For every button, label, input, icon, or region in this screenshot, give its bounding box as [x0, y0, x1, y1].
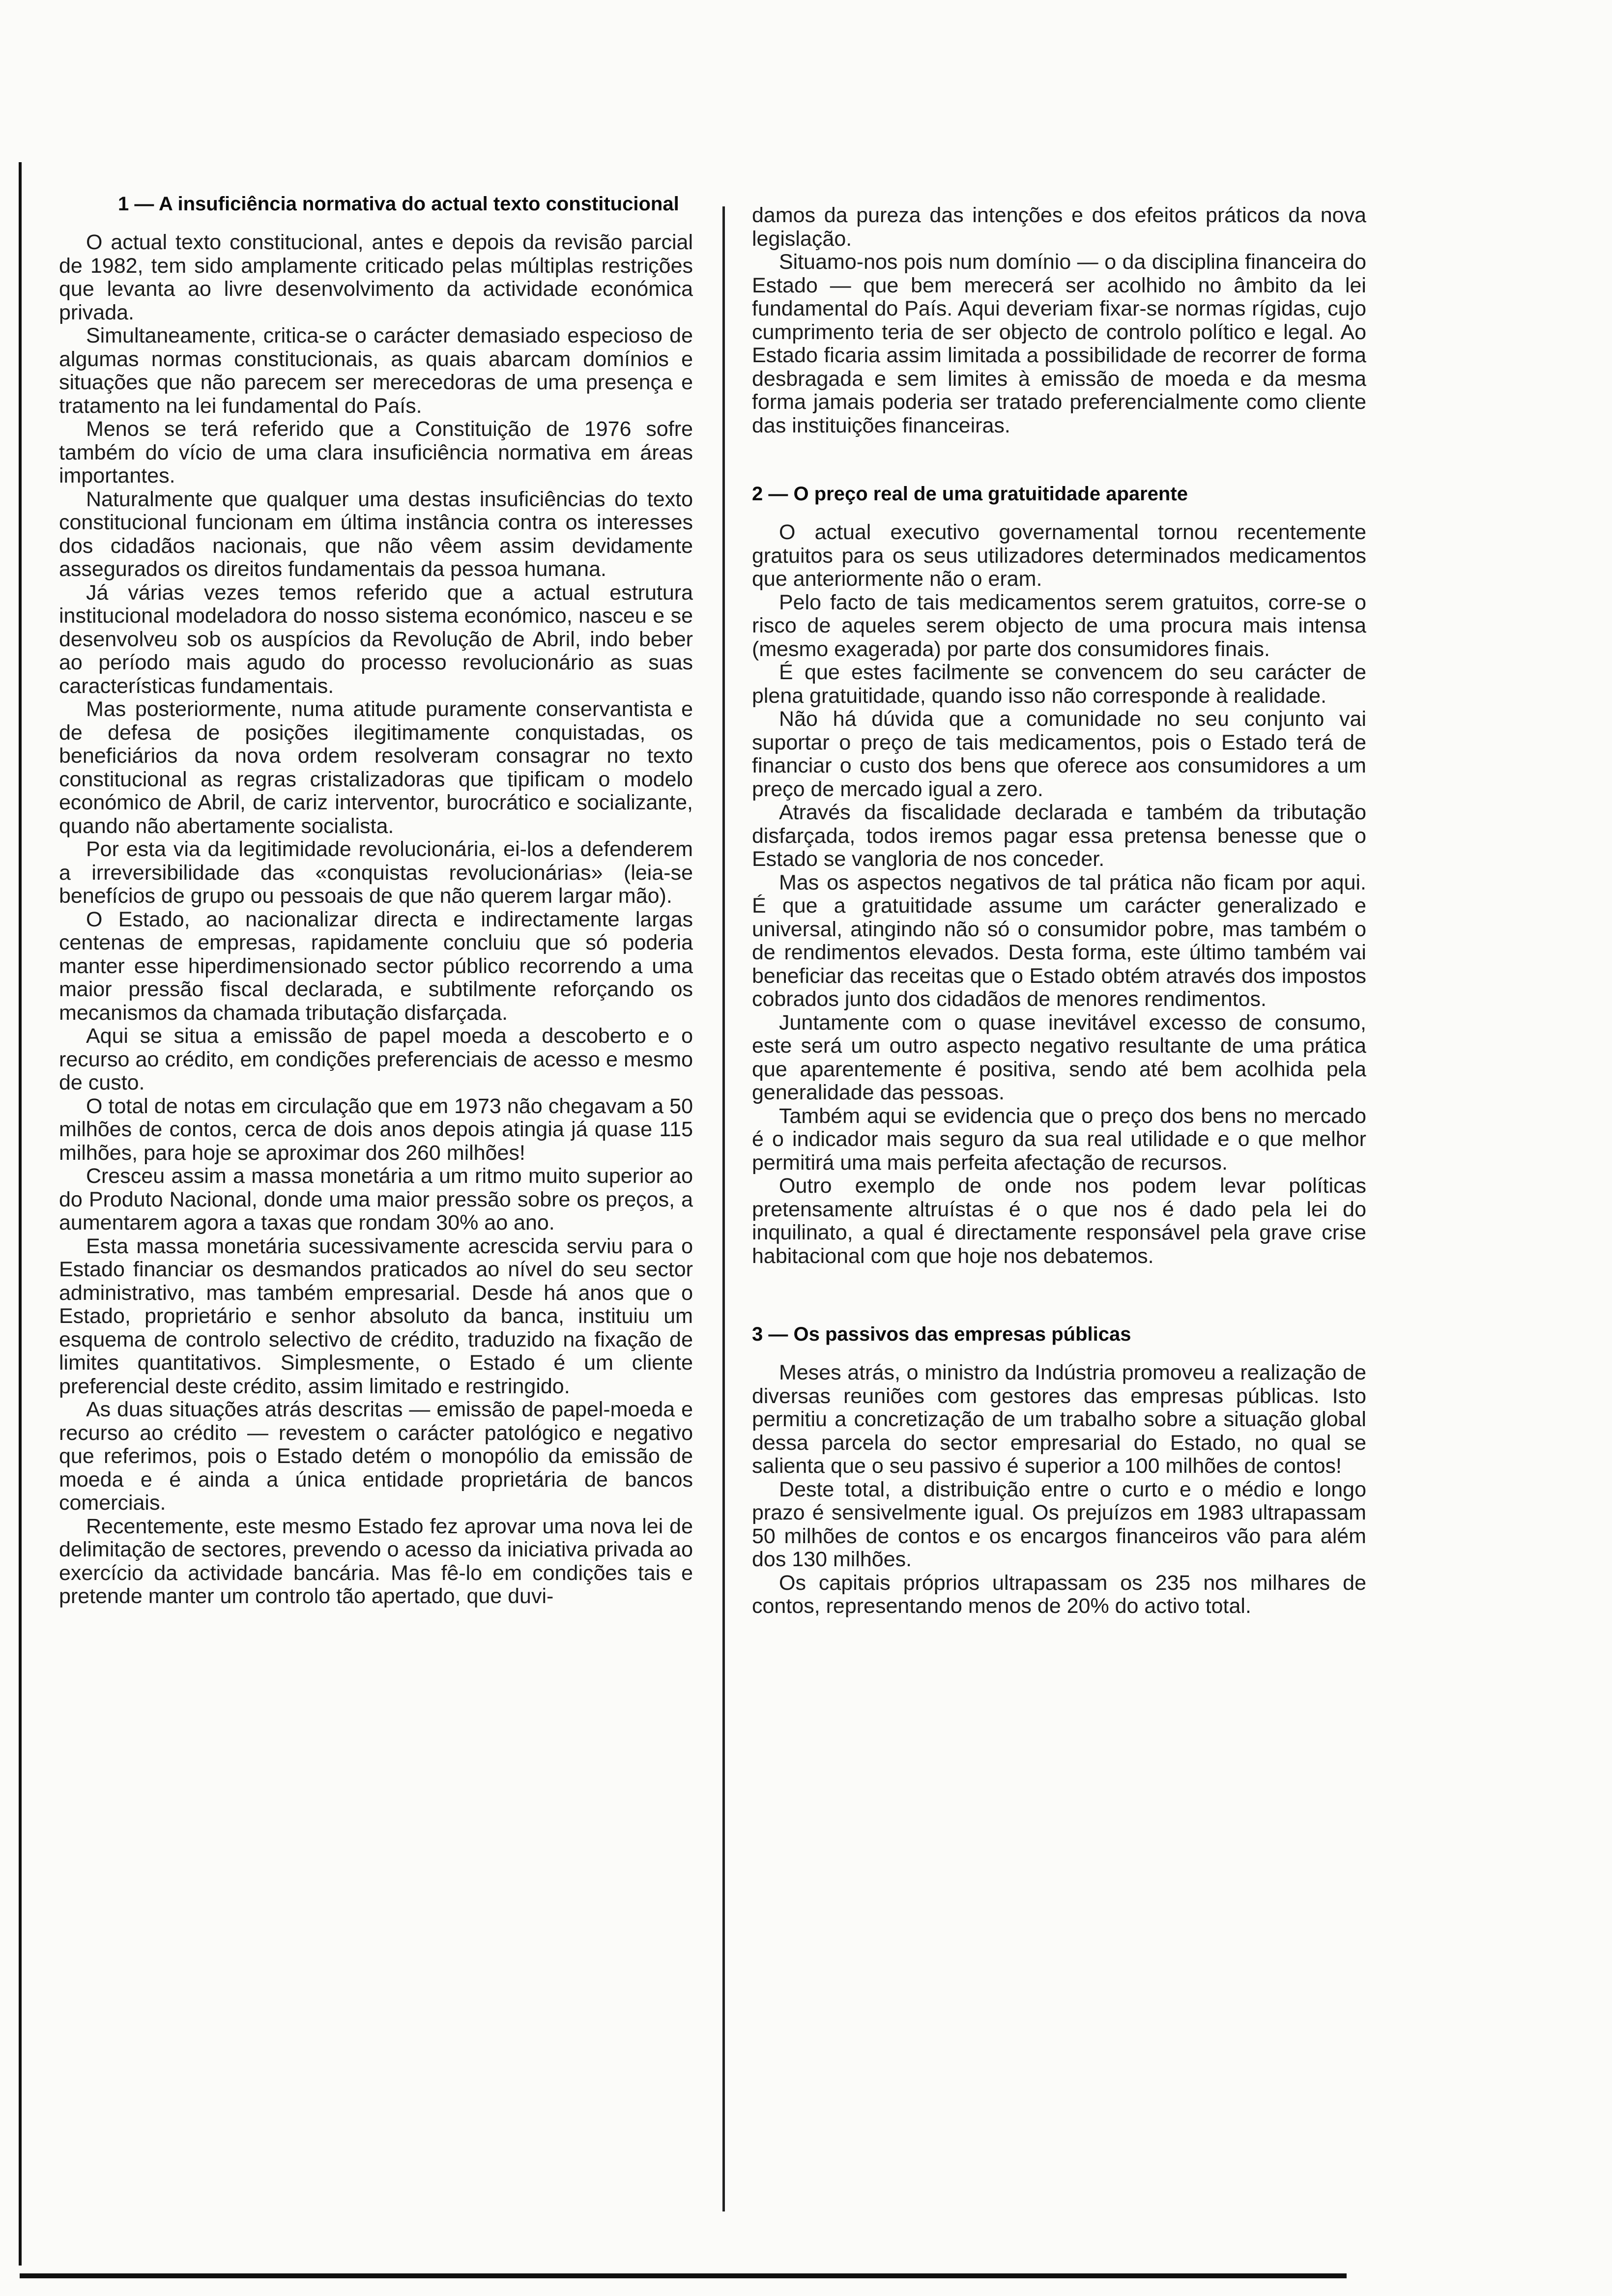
left-column [59, 192, 693, 1608]
paragraph: Pelo facto de tais medicamentos serem gratuitos, corre-se o risco de aqueles serem objecto de uma procura mais intensa (mesmo exagerada) por parte dos consumidores finais. [752, 590, 1366, 661]
paragraph: Simultaneamente, critica-se o carácter demasiado especioso de algumas normas constitucionais, as quais abarcam domínios e situações que não parecem ser merecedoras de uma presença e tratamento na lei fundamental do País. [59, 324, 693, 418]
paragraph: Naturalmente que qualquer uma destas insuficiências do texto constitucional funcionam em última instância contra os interesses dos cidadãos nacionais, que não vêem assim devidamente assegurados os direitos fundamentais da pessoa humana. [59, 487, 693, 581]
paragraph: O actual texto constitucional, antes e depois da revisão parcial de 1982, tem sido amplamente criticado pelas múltiplas restrições que levanta ao livre desenvolvimento da actividade económica privada. [59, 230, 693, 324]
paragraph: Esta massa monetária sucessivamente acrescida serviu para o Estado financiar os desmandos praticados ao nível do seu sector administrativo, mas também empresarial. Desde há anos que o Estado, proprietário e senhor absoluto da banca, instituiu um esquema de controlo selectivo de crédito, traduzido na fixação de limites quantitativos. Simplesmente, o Estado é um cliente preferencial deste crédito, assim limitado e restringido. [59, 1234, 693, 1398]
paragraph: Mas os aspectos negativos de tal prática não ficam por aqui. É que a gratuitidade assume um carácter generalizado e universal, atingindo não só o consumidor pobre, mas também o de rendimentos elevados. Desta forma, este último também vai beneficiar das receitas que o Estado obtém através dos impostos cobrados junto dos cidadãos de menores rendimentos. [752, 870, 1366, 1011]
paragraph: Juntamente com o quase inevitável excesso de consumo, este será um outro aspecto negativo resultante de uma prática que aparentemente é positiva, sendo até bem acolhida pela generalidade das pessoas. [752, 1010, 1366, 1104]
paragraph: O actual executivo governamental tornou recentemente gratuitos para os seus utilizadores determinados medicamentos que anteriormente não o eram. [752, 520, 1366, 591]
paragraph: Recentemente, este mesmo Estado fez aprovar uma nova lei de delimitação de sectores, prevendo o acesso da iniciativa privada ao exercício da actividade bancária. Mas fê-lo em condições tais e pretende manter um controlo tão apertado, que duvi- [59, 1514, 693, 1608]
left-margin-rule [19, 162, 22, 2266]
paragraph: Já várias vezes temos referido que a actual estrutura institucional modeladora do nosso sistema económico, nasceu e se desenvolveu sob os auspícios da Revolução de Abril, indo beber ao período mais agudo do processo revolucionário as suas características fundamentais. [59, 580, 693, 698]
paragraph: Situamo-nos pois num domínio — o da disciplina financeira do Estado — que bem merecerá ser acolhido no âmbito da lei fundamental do País. Aqui deveriam fixar-se normas rígidas, cujo cumprimento teria de ser objecto de controlo político e legal. Ao Estado ficaria assim limitada a possibilidade de recorrer de forma desbragada e sem limites à emissão de moeda e da mesma forma jamais poderia ser tratado preferencialmente como cliente das instituições financeiras. [752, 250, 1366, 437]
bottom-rule [20, 2273, 1347, 2278]
paragraph: As duas situações atrás descritas — emissão de papel-moeda e recurso ao crédito — revestem o carácter patológico e negativo que referimos, pois o Estado detém o monopólio da emissão de moeda e é ainda a única entidade proprietária de bancos comerciais. [59, 1398, 693, 1515]
paragraph: Meses atrás, o ministro da Indústria promoveu a realização de diversas reuniões com gestores das empresas públicas. Isto permitiu a concretização de um trabalho sobre a situação global dessa parcela do sector empresarial do Estado, no qual se salienta que o seu passivo é superior a 100 milhões de contos! [752, 1361, 1366, 1478]
section-3-heading: 3 — Os passivos das empresas públicas [752, 1323, 1131, 1345]
paragraph: Aqui se situa a emissão de papel moeda a descoberto e o recurso ao crédito, em condições preferenciais de acesso e mesmo de custo. [59, 1024, 693, 1094]
paragraph: É que estes facilmente se convencem do seu carácter de plena gratuitidade, quando isso não corresponde à realidade. [752, 660, 1366, 708]
paragraph: O Estado, ao nacionalizar directa e indirectamente largas centenas de empresas, rapidamente concluiu que só poderia manter esse hiperdimensionado sector público recorrendo a uma maior pressão fiscal declarada, e subtilmente reforçando os mecanismos da chamada tributação disfarçada. [59, 907, 693, 1025]
section-2-heading: 2 — O preço real de uma gratuitidade aparente [752, 483, 1188, 505]
paragraph-continuation: damos da pureza das intenções e dos efeitos práticos da nova legislação. [752, 203, 1366, 251]
paragraph: Outro exemplo de onde nos podem levar políticas pretensamente altruístas é o que nos é dado pela lei do inquilinato, a qual é directamente responsável pela grave crise habitacional com que hoje nos debatemos. [752, 1174, 1366, 1268]
paragraph: Mas posteriormente, numa atitude puramente conservantista e de defesa de posições ilegitimamente conquistadas, os beneficiários da nova ordem resolveram consagrar no texto constitucional as regras cristalizadoras que tipificam o modelo económico de Abril, de cariz interventor, burocrático e socializante, quando não abertamente socialista. [59, 697, 693, 838]
paragraph: Por esta via da legitimidade revolucionária, ei-los a defenderem a irreversibilidade das «conquistas revolucionárias» (leia-se benefícios de grupo ou pessoais de que não querem largar mão). [59, 837, 693, 908]
right-column [752, 204, 1366, 1618]
paragraph: Também aqui se evidencia que o preço dos bens no mercado é o indicador mais seguro da sua real utilidade e o que melhor permitirá uma mais perfeita afectação de recursos. [752, 1104, 1366, 1175]
paragraph: O total de notas em circulação que em 1973 não chegavam a 50 milhões de contos, cerca de dois anos depois atingia já quase 115 milhões, para hoje se aproximar dos 260 milhões! [59, 1094, 693, 1165]
paragraph: Através da fiscalidade declarada e também da tributação disfarçada, todos iremos pagar essa pretensa benesse que o Estado se vangloria de nos conceder. [752, 801, 1366, 871]
paragraph: Menos se terá referido que a Constituição de 1976 sofre também do vício de uma clara insuficiência normativa em áreas importantes. [59, 417, 693, 488]
paragraph: Deste total, a distribuição entre o curto e o médio e longo prazo é sensivelmente igual. Os prejuízos em 1983 ultrapassam 50 milhões de contos e os encargos financeiros vão para além dos 130 milhões. [752, 1477, 1366, 1571]
column-divider-rule [722, 206, 725, 2211]
section-1-heading: 1 — A insuficiência normativa do actual texto constitucional [118, 193, 679, 215]
paragraph: Não há dúvida que a comunidade no seu conjunto vai suportar o preço de tais medicamentos, pois o Estado terá de financiar o custo dos bens que oferece aos consumidores a um preço de mercado igual a zero. [752, 707, 1366, 801]
paragraph: Os capitais próprios ultrapassam os 235 nos milhares de contos, representando menos de 20% do activo total. [752, 1571, 1366, 1618]
paragraph: Cresceu assim a massa monetária a um ritmo muito superior ao do Produto Nacional, donde uma maior pressão sobre os preços, a aumentarem agora a taxas que rondam 30% ao ano. [59, 1164, 693, 1234]
